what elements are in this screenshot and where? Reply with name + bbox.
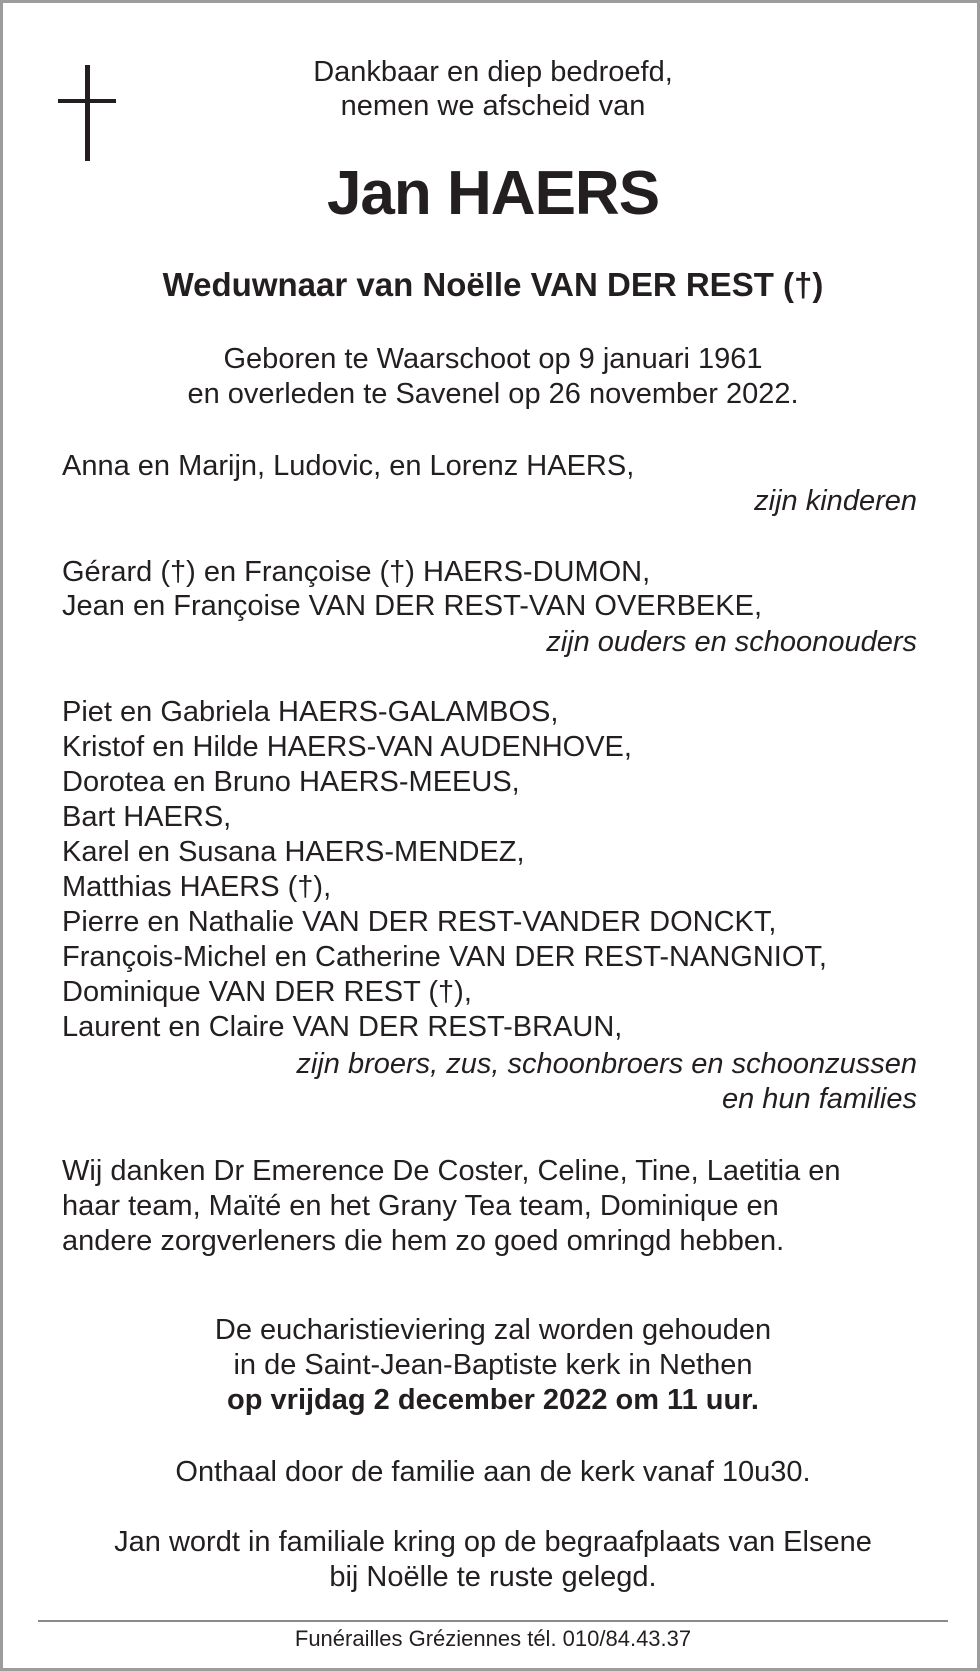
birth-line: Geboren te Waarschoot op 9 januari 1961: [223, 343, 763, 375]
sibling-line: Bart HAERS,: [62, 801, 232, 833]
funeral-home-footer: Funérailles Gréziennes tél. 010/84.43.37: [294, 1626, 692, 1651]
children-names: Anna en Marijn, Ludovic, en Lorenz HAERS,: [62, 450, 635, 482]
sibling-line: Dorotea en Bruno HAERS-MEEUS,: [62, 766, 520, 798]
sibling-line: Laurent en Claire VAN DER REST-BRAUN,: [62, 1011, 623, 1043]
ceremony-date: op vrijdag 2 december 2022 om 11 uur.: [227, 1384, 759, 1416]
ceremony-line-1: De eucharistieviering zal worden gehouden: [214, 1314, 772, 1346]
deceased-name: Jan HAERS: [326, 159, 660, 228]
intro-line-2: nemen we afscheid van: [340, 90, 646, 122]
sibling-line: Kristof en Hilde HAERS-VAN AUDENHOVE,: [62, 731, 632, 763]
parents-relation: zijn ouders en schoonouders: [546, 626, 917, 658]
sibling-line: Karel en Susana HAERS-MENDEZ,: [62, 836, 525, 868]
burial-line-1: Jan wordt in familiale kring op de begraafplaats van Elsene: [114, 1526, 872, 1558]
thanks-line-2: haar team, Maïté en het Grany Tea team, Dominique en: [62, 1190, 779, 1222]
sibling-line: Matthias HAERS (†),: [62, 871, 332, 903]
footer-divider: [38, 1620, 948, 1622]
thanks-line-3: andere zorgverleners die hem zo goed omringd hebben.: [62, 1225, 785, 1257]
parents-line-1: Gérard (†) en Françoise (†) HAERS-DUMON,: [62, 556, 651, 588]
children-relation: zijn kinderen: [754, 485, 917, 517]
siblings-relation-1: zijn broers, zus, schoonbroers en schoonzussen: [296, 1048, 917, 1080]
burial-line-2: bij Noëlle te ruste gelegd.: [329, 1561, 657, 1593]
reception-line: Onthaal door de familie aan de kerk vanaf 10u30.: [175, 1456, 811, 1488]
intro-line-1: Dankbaar en diep bedroefd,: [313, 56, 673, 88]
thanks-line-1: Wij danken Dr Emerence De Coster, Celine, Tine, Laetitia en: [62, 1155, 841, 1187]
sibling-line: Piet en Gabriela HAERS-GALAMBOS,: [62, 696, 559, 728]
ceremony-line-2: in de Saint-Jean-Baptiste kerk in Nethen: [233, 1349, 753, 1381]
parents-line-2: Jean en Françoise VAN DER REST-VAN OVERBEKE,: [62, 590, 763, 622]
sibling-line: Dominique VAN DER REST (†),: [62, 976, 472, 1008]
death-line: en overleden te Savenel op 26 november 2022.: [187, 378, 799, 410]
sibling-line: François-Michel en Catherine VAN DER REST-NANGNIOT,: [62, 941, 827, 973]
siblings-relation-2: en hun families: [721, 1083, 917, 1115]
sibling-line: Pierre en Nathalie VAN DER REST-VANDER DONCKT,: [62, 906, 777, 938]
widower-subtitle: Weduwnaar van Noëlle VAN DER REST (†): [162, 266, 824, 303]
